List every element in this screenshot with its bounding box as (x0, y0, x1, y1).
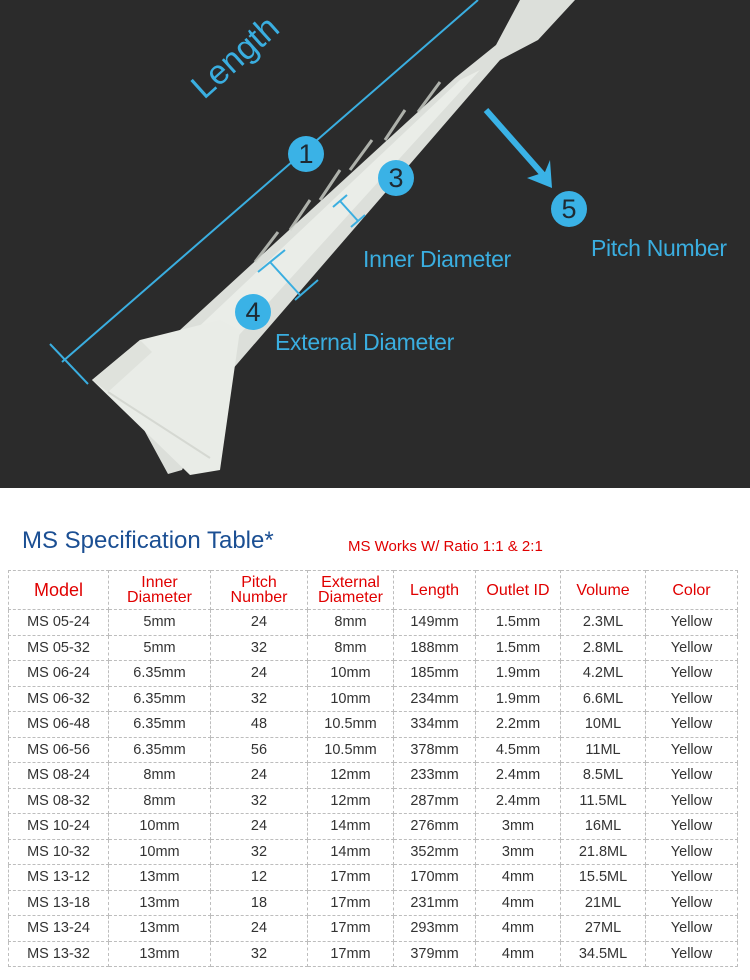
table-cell: 21ML (561, 890, 646, 916)
column-header-label: Length (410, 581, 459, 599)
table-cell: 5mm (109, 610, 211, 636)
table-cell: 185mm (394, 661, 476, 687)
table-cell: 56 (211, 737, 308, 763)
length-label: Length (183, 8, 287, 107)
table-cell: MS 06-48 (9, 712, 109, 738)
table-cell: Yellow (646, 814, 738, 840)
column-header-line2: Number (230, 589, 288, 606)
table-row (9, 788, 738, 814)
table-cell: 32 (211, 686, 308, 712)
table-cell: 2.2mm (476, 712, 561, 738)
column-header (109, 571, 211, 610)
table-cell: MS 13-32 (9, 941, 109, 967)
table-cell: 1.9mm (476, 661, 561, 687)
table-cell: 6.35mm (109, 737, 211, 763)
table-cell: 4.2ML (561, 661, 646, 687)
table-cell: MS 13-24 (9, 916, 109, 942)
spec-table-subtitle: MS Works W/ Ratio 1:1 & 2:1 (348, 538, 543, 555)
table-cell: MS 06-56 (9, 737, 109, 763)
table-cell: 5mm (109, 635, 211, 661)
table-cell: 4mm (476, 916, 561, 942)
table-cell: 4mm (476, 865, 561, 891)
table-cell: 24 (211, 814, 308, 840)
table-row (9, 941, 738, 967)
table-cell: 24 (211, 916, 308, 942)
table-cell: 6.35mm (109, 661, 211, 687)
table-cell: 378mm (394, 737, 476, 763)
table-row (9, 686, 738, 712)
table-cell: Yellow (646, 661, 738, 687)
column-header (646, 571, 738, 610)
column-header-label: Model (33, 579, 84, 600)
table-cell: 12mm (308, 763, 394, 789)
table-cell: 1.5mm (476, 610, 561, 636)
table-header-row (9, 571, 738, 610)
table-cell: 34.5ML (561, 941, 646, 967)
table-cell: 24 (211, 763, 308, 789)
table-cell: 17mm (308, 941, 394, 967)
table-cell: 10.5mm (308, 737, 394, 763)
table-cell: Yellow (646, 737, 738, 763)
table-cell: 293mm (394, 916, 476, 942)
table-cell: MS 13-18 (9, 890, 109, 916)
spec-table (8, 570, 738, 967)
table-cell: 231mm (394, 890, 476, 916)
table-cell: 15.5ML (561, 865, 646, 891)
table-cell: 32 (211, 788, 308, 814)
table-cell: 10ML (561, 712, 646, 738)
table-row (9, 890, 738, 916)
table-cell: 234mm (394, 686, 476, 712)
table-cell: MS 10-32 (9, 839, 109, 865)
table-cell: 170mm (394, 865, 476, 891)
table-cell: 3mm (476, 839, 561, 865)
table-cell: 2.8ML (561, 635, 646, 661)
table-cell: Yellow (646, 941, 738, 967)
table-cell: 4mm (476, 890, 561, 916)
column-header-label: Color (672, 581, 711, 599)
table-cell: 48 (211, 712, 308, 738)
column-header (394, 571, 476, 610)
external-diameter-label: External Diameter (275, 329, 454, 355)
table-cell: 13mm (109, 865, 211, 891)
column-header (561, 571, 646, 610)
table-cell: 6.6ML (561, 686, 646, 712)
table-cell: Yellow (646, 635, 738, 661)
table-cell: 8mm (109, 788, 211, 814)
table-cell: 2.4mm (476, 763, 561, 789)
table-row (9, 839, 738, 865)
badge-4: 4 (235, 294, 271, 330)
column-header-label: Volume (576, 581, 630, 599)
table-cell: 188mm (394, 635, 476, 661)
table-cell: 3mm (476, 814, 561, 840)
column-header (476, 571, 561, 610)
table-cell: 8mm (109, 763, 211, 789)
table-cell: MS 05-32 (9, 635, 109, 661)
table-cell: 13mm (109, 916, 211, 942)
table-cell: 32 (211, 839, 308, 865)
table-cell: 14mm (308, 814, 394, 840)
table-cell: 13mm (109, 941, 211, 967)
table-cell: 10mm (109, 814, 211, 840)
column-header-line1: Pitch (241, 574, 277, 591)
table-cell: 287mm (394, 788, 476, 814)
table-cell: Yellow (646, 865, 738, 891)
table-row (9, 635, 738, 661)
table-row (9, 661, 738, 687)
table-cell: 1.5mm (476, 635, 561, 661)
table-row (9, 814, 738, 840)
table-cell: 4.5mm (476, 737, 561, 763)
table-cell: 6.35mm (109, 712, 211, 738)
table-cell: 14mm (308, 839, 394, 865)
table-cell: 11.5ML (561, 788, 646, 814)
table-cell: 4mm (476, 941, 561, 967)
table-cell: 11ML (561, 737, 646, 763)
table-cell: MS 06-24 (9, 661, 109, 687)
column-header-line2: Diameter (127, 589, 192, 606)
table-cell: 379mm (394, 941, 476, 967)
table-row (9, 763, 738, 789)
table-cell: Yellow (646, 610, 738, 636)
table-cell: 32 (211, 941, 308, 967)
table-cell: 8mm (308, 635, 394, 661)
nozzle-diagram (0, 0, 750, 488)
pitch-number-label: Pitch Number (591, 235, 727, 261)
table-cell: 18 (211, 890, 308, 916)
table-row (9, 712, 738, 738)
table-cell: 27ML (561, 916, 646, 942)
table-cell: 17mm (308, 916, 394, 942)
table-cell: Yellow (646, 839, 738, 865)
table-cell: 13mm (109, 890, 211, 916)
table-row (9, 610, 738, 636)
table-row (9, 865, 738, 891)
badge-3: 3 (378, 160, 414, 196)
column-header (9, 571, 109, 610)
table-cell: MS 06-32 (9, 686, 109, 712)
table-cell: Yellow (646, 712, 738, 738)
table-cell: Yellow (646, 686, 738, 712)
column-header-line1: Inner (141, 574, 178, 591)
table-cell: 2.4mm (476, 788, 561, 814)
table-cell: MS 13-12 (9, 865, 109, 891)
column-header (308, 571, 394, 610)
column-header-line1: External (321, 574, 380, 591)
spec-table-title: MS Specification Table* (22, 527, 274, 554)
table-cell: 24 (211, 610, 308, 636)
table-cell: 8mm (308, 610, 394, 636)
table-cell: MS 08-32 (9, 788, 109, 814)
badge-1: 1 (288, 136, 324, 172)
table-cell: 24 (211, 661, 308, 687)
table-cell: 16ML (561, 814, 646, 840)
table-cell: 21.8ML (561, 839, 646, 865)
table-cell: 149mm (394, 610, 476, 636)
table-body (9, 610, 738, 967)
table-cell: MS 10-24 (9, 814, 109, 840)
inner-diameter-label: Inner Diameter (363, 246, 511, 272)
table-cell: MS 08-24 (9, 763, 109, 789)
table-cell: 2.3ML (561, 610, 646, 636)
table-cell: 10mm (308, 686, 394, 712)
table-row (9, 916, 738, 942)
table-cell: 17mm (308, 890, 394, 916)
badge-5: 5 (551, 191, 587, 227)
table-cell: MS 05-24 (9, 610, 109, 636)
table-cell: 1.9mm (476, 686, 561, 712)
table-cell: Yellow (646, 788, 738, 814)
table-cell: 12 (211, 865, 308, 891)
table-cell: 233mm (394, 763, 476, 789)
table-cell: 32 (211, 635, 308, 661)
table-cell: 6.35mm (109, 686, 211, 712)
table-row (9, 737, 738, 763)
table-cell: 10mm (308, 661, 394, 687)
table-cell: 10.5mm (308, 712, 394, 738)
table-cell: Yellow (646, 890, 738, 916)
table-cell: Yellow (646, 763, 738, 789)
table-cell: 334mm (394, 712, 476, 738)
column-header-line2: Diameter (318, 589, 383, 606)
column-header-label: Outlet ID (486, 581, 550, 599)
table-cell: Yellow (646, 916, 738, 942)
column-header (211, 571, 308, 610)
table-cell: 10mm (109, 839, 211, 865)
table-cell: 8.5ML (561, 763, 646, 789)
table-cell: 276mm (394, 814, 476, 840)
table-cell: 12mm (308, 788, 394, 814)
table-cell: 17mm (308, 865, 394, 891)
table-cell: 352mm (394, 839, 476, 865)
